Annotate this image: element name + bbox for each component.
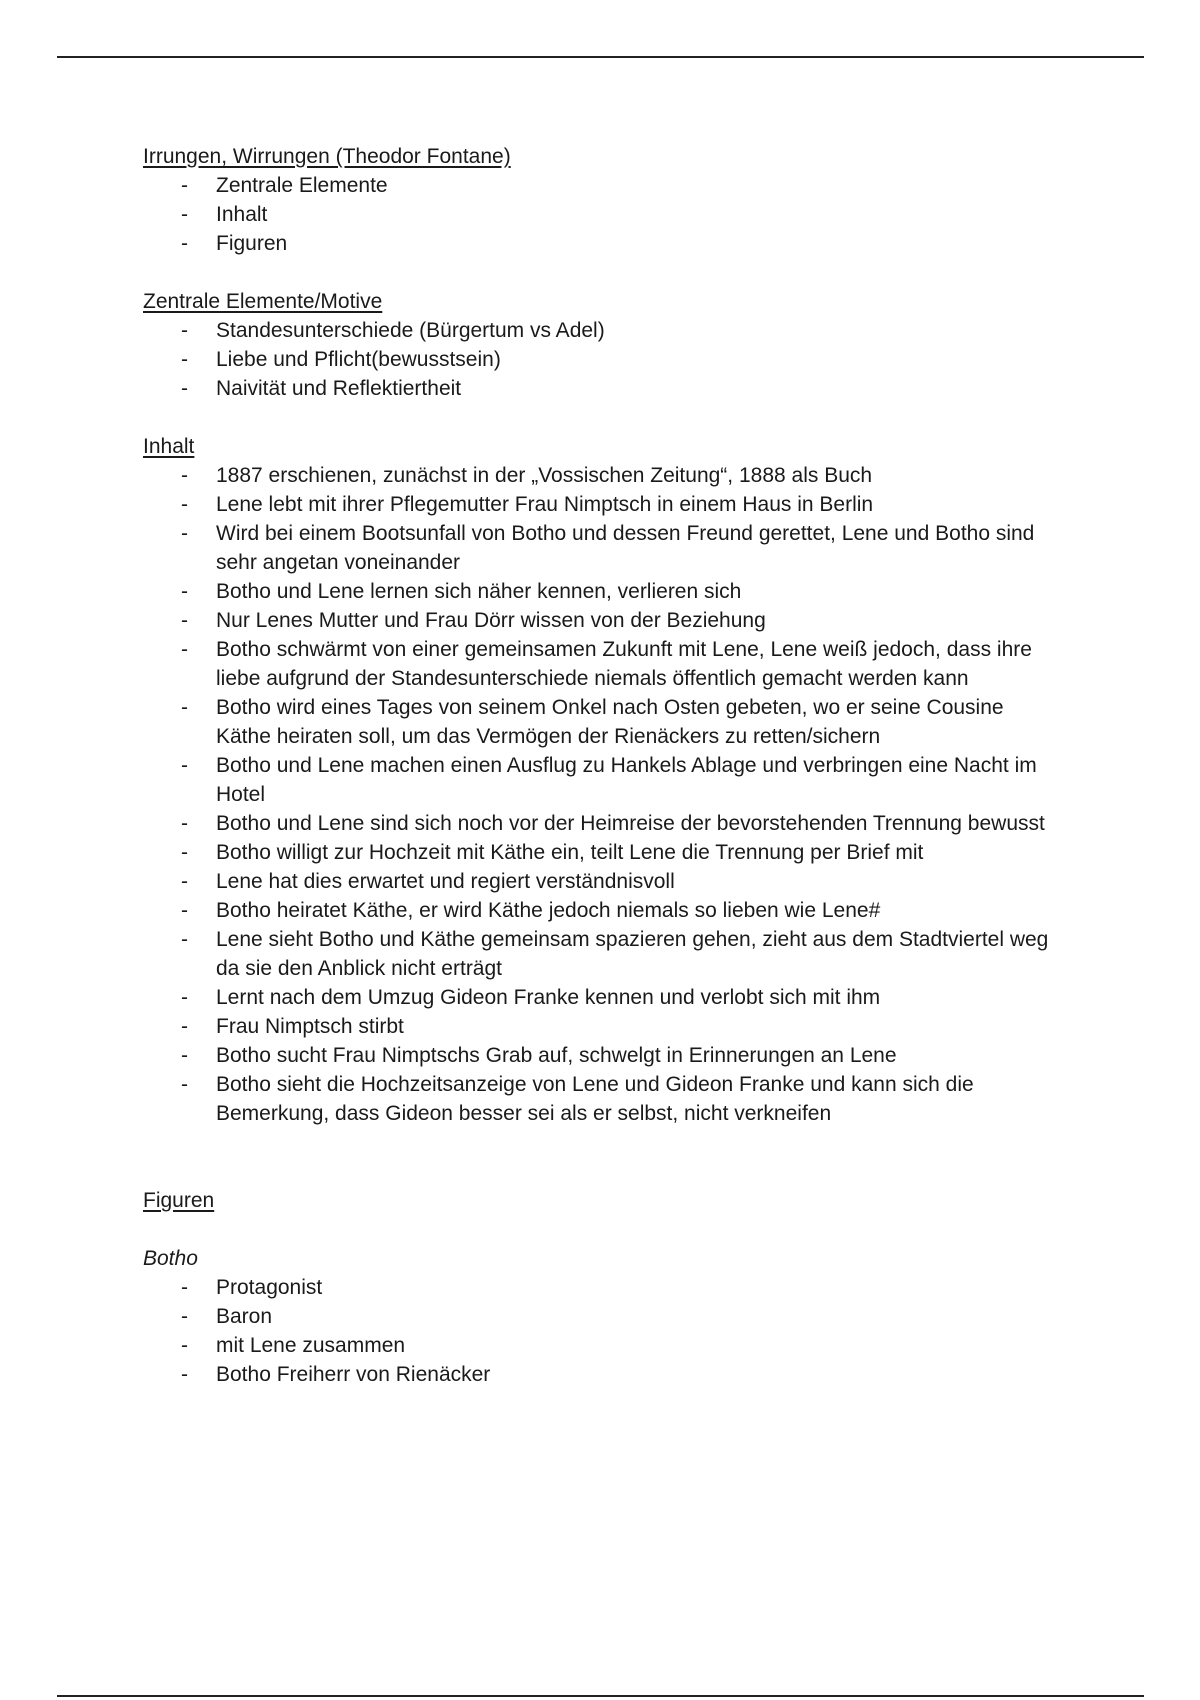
list-item: - Lernt nach dem Umzug Gideon Franke kennen und verlobt sich mit ihm xyxy=(143,983,1063,1012)
list-item: - Baron xyxy=(143,1302,1063,1331)
list-item: - Botho heiratet Käthe, er wird Käthe jedoch niemals so lieben wie Lene# xyxy=(143,896,1063,925)
list-item: - Lene hat dies erwartet und regiert verständnisvoll xyxy=(143,867,1063,896)
list-item: - Frau Nimptsch stirbt xyxy=(143,1012,1063,1041)
botho-list xyxy=(143,1273,1063,1389)
list-item: - Inhalt xyxy=(143,200,1063,229)
list-item: - Lene sieht Botho und Käthe gemeinsam spazieren gehen, zieht aus dem Stadtviertel weg da sie den Anblick nicht erträgt xyxy=(143,925,1063,983)
motives-list xyxy=(143,316,1063,403)
list-item: - Liebe und Pflicht(bewusstsein) xyxy=(143,345,1063,374)
list-item: - Lene lebt mit ihrer Pflegemutter Frau Nimptsch in einem Haus in Berlin xyxy=(143,490,1063,519)
list-item: - Naivität und Reflektiertheit xyxy=(143,374,1063,403)
list-item: - Nur Lenes Mutter und Frau Dörr wissen von der Beziehung xyxy=(143,606,1063,635)
list-item: - Botho sieht die Hochzeitsanzeige von Lene und Gideon Franke und kann sich die Bemerkung, dass Gideon besser sei als er selbst, nicht verkneifen xyxy=(143,1070,1063,1128)
page-bottom-rule xyxy=(57,1695,1144,1697)
character-name-botho: Botho xyxy=(143,1247,198,1270)
list-item: - Botho schwärmt von einer gemeinsamen Zukunft mit Lene, Lene weiß jedoch, dass ihre liebe aufgrund der Standesunterschiede niemals öffentlich gemacht werden kann xyxy=(143,635,1063,693)
list-item: - Figuren xyxy=(143,229,1063,258)
document-title-heading: Irrungen, Wirrungen (Theodor Fontane) xyxy=(143,145,511,168)
list-item: - Botho wird eines Tages von seinem Onkel nach Osten gebeten, wo er seine Cousine Käthe heiraten soll, um das Vermögen der Rienäckers zu retten/sichern xyxy=(143,693,1063,751)
list-item: - mit Lene zusammen xyxy=(143,1331,1063,1360)
list-item: - Protagonist xyxy=(143,1273,1063,1302)
list-item: - Zentrale Elemente xyxy=(143,171,1063,200)
overview-list xyxy=(143,171,1063,258)
characters-heading: Figuren xyxy=(143,1189,215,1212)
list-item: - Botho und Lene lernen sich näher kennen, verlieren sich xyxy=(143,577,1063,606)
content-heading: Inhalt xyxy=(143,435,195,458)
list-item: - Botho und Lene sind sich noch vor der Heimreise der bevorstehenden Trennung bewusst xyxy=(143,809,1063,838)
list-item: - Wird bei einem Bootsunfall von Botho und dessen Freund gerettet, Lene und Botho sind sehr angetan voneinander xyxy=(143,519,1063,577)
list-item: - Botho und Lene machen einen Ausflug zu Hankels Ablage und verbringen eine Nacht im Hotel xyxy=(143,751,1063,809)
page-top-rule xyxy=(57,56,1144,58)
list-item: - Botho willigt zur Hochzeit mit Käthe ein, teilt Lene die Trennung per Brief mit xyxy=(143,838,1063,867)
list-item: - 1887 erschienen, zunächst in der „Vossischen Zeitung“, 1888 als Buch xyxy=(143,461,1063,490)
list-item: - Botho Freiherr von Rienäcker xyxy=(143,1360,1063,1389)
list-item: - Botho sucht Frau Nimptschs Grab auf, schwelgt in Erinnerungen an Lene xyxy=(143,1041,1063,1070)
list-item: - Standesunterschiede (Bürgertum vs Adel) xyxy=(143,316,1063,345)
content-list xyxy=(143,461,1063,1128)
document-body xyxy=(143,142,1063,1389)
motives-heading: Zentrale Elemente/Motive xyxy=(143,290,383,313)
